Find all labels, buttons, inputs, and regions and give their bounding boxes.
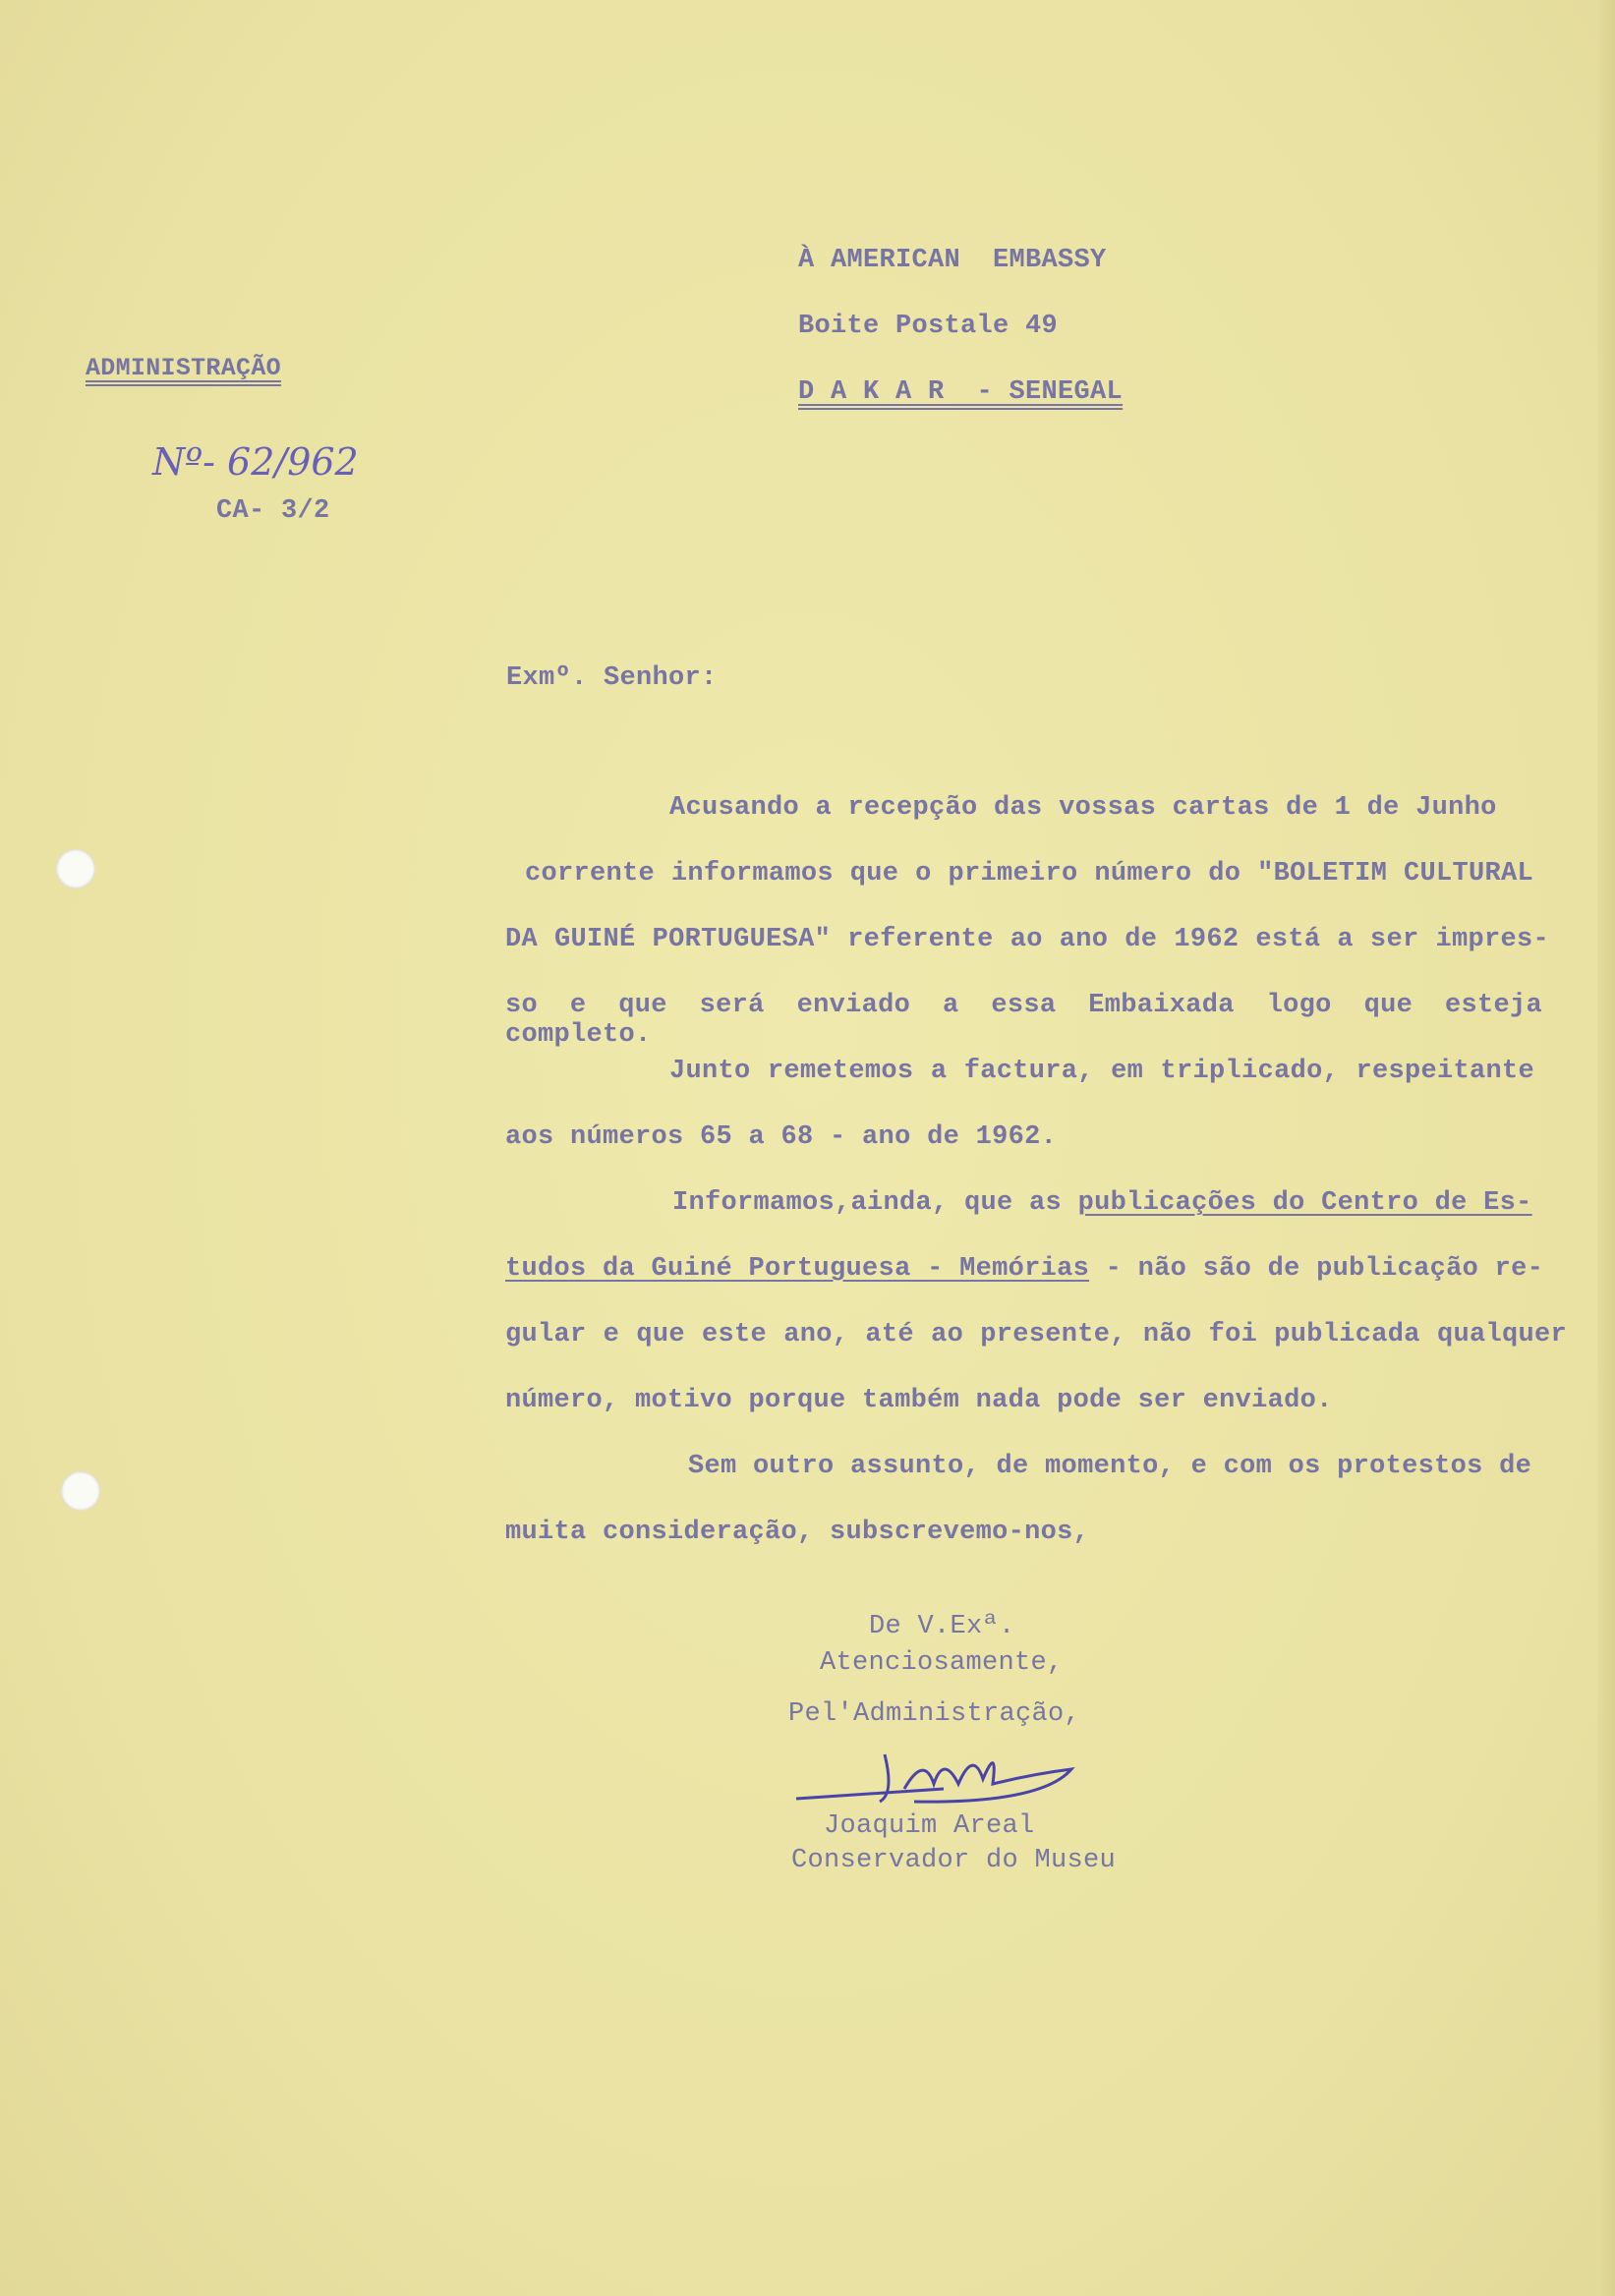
- body-line: Acusando a recepção das vossas cartas de 1 de Junho: [669, 793, 1497, 823]
- signature: [786, 1735, 1081, 1823]
- paper-edge: [1597, 0, 1615, 2296]
- punch-hole: [56, 849, 95, 889]
- body-line: [672, 1188, 1532, 1218]
- body-line: DA GUINÉ PORTUGUESA" referente ao ano de 1962 está a ser impres-: [505, 925, 1549, 954]
- reference-code: CA- 3/2: [216, 496, 330, 526]
- underlined-publication-title: tudos da Guiné Portuguesa - Memórias: [505, 1254, 1090, 1284]
- body-text: - não são de publicação re-: [1089, 1254, 1544, 1284]
- body-line: número, motivo porque também nada pode ser enviado.: [505, 1386, 1333, 1415]
- body-line: muita consideração, subscrevemo-nos,: [505, 1518, 1090, 1547]
- signer-name: Joaquim Areal: [824, 1811, 1035, 1841]
- body-line: aos números 65 a 68 - ano de 1962.: [505, 1122, 1058, 1152]
- underlined-publication-title: publicações do Centro de Es-: [1077, 1188, 1532, 1218]
- body-line: corrente informamos que o primeiro número do "BOLETIM CULTURAL: [525, 859, 1533, 889]
- closing-line-2: Atenciosamente,: [820, 1648, 1064, 1678]
- closing-line-1: De V.Exª.: [869, 1612, 1015, 1641]
- body-line: so e que será enviado a essa Embaixada logo que esteja completo.: [505, 991, 1542, 1050]
- closing-line-3: Pel'Administração,: [788, 1699, 1081, 1729]
- salutation: Exmº. Senhor:: [506, 663, 718, 693]
- body-line: gular e que este ano, até ao presente, não foi publicada qualquer: [505, 1320, 1567, 1349]
- recipient-line-2: Boite Postale 49: [798, 312, 1059, 341]
- recipient-line-3: D A K A R - SENEGAL: [798, 377, 1124, 407]
- body-line: [505, 1254, 1543, 1284]
- sender-department: ADMINISTRAÇÃO: [86, 354, 281, 382]
- signer-title: Conservador do Museu: [791, 1846, 1117, 1875]
- body-line: Sem outro assunto, de momento, e com os protestos de: [688, 1452, 1532, 1481]
- recipient-line-1: À AMERICAN EMBASSY: [798, 246, 1107, 275]
- body-text: Informamos,ainda, que as: [672, 1188, 1078, 1218]
- punch-hole: [61, 1471, 100, 1511]
- body-line: Junto remetemos a factura, em triplicado, respeitante: [669, 1057, 1534, 1086]
- reference-number: Nº- 62/962: [152, 440, 359, 484]
